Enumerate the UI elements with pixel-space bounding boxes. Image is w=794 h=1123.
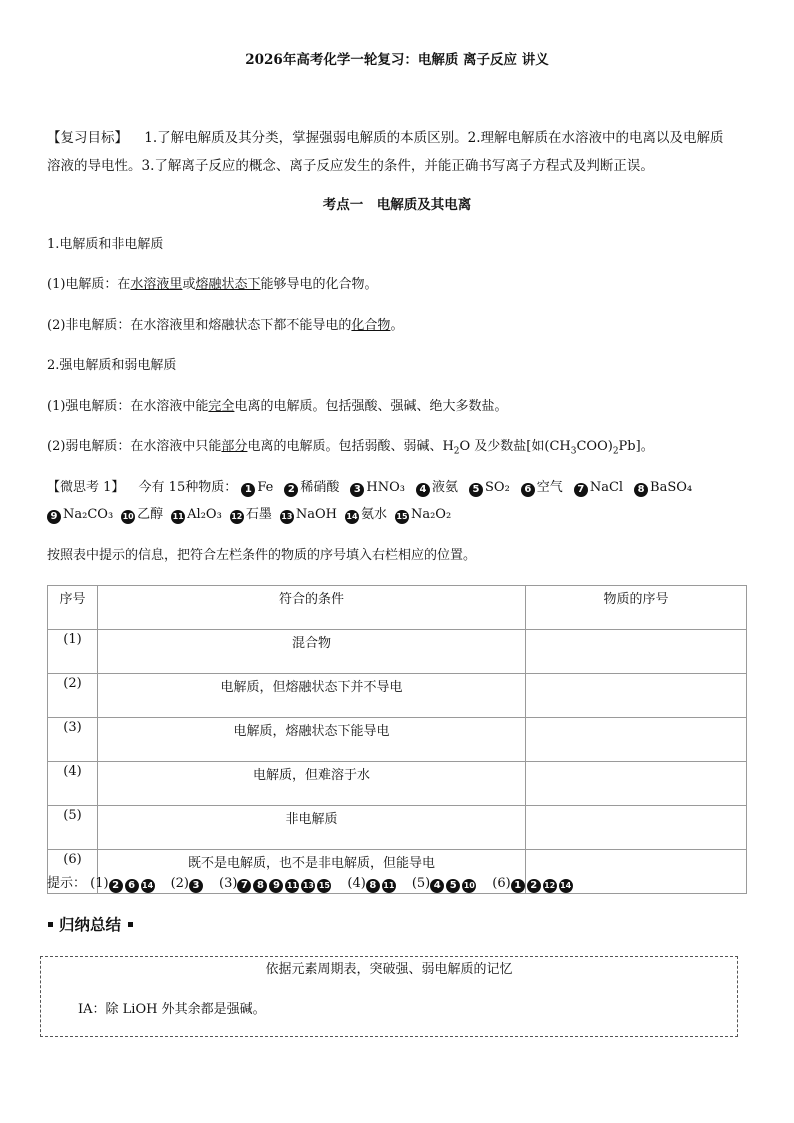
row-answer[interactable] [526,718,747,762]
s1-item1-prefix: (1)电解质：在 [47,277,131,292]
circled-number-icon: 13 [301,879,315,893]
circled-number-icon: 15 [317,879,331,893]
substance-name: 空气 [536,480,563,495]
table-row [48,674,747,718]
circled-number-icon: 12 [230,510,244,524]
summary-heading [48,913,133,935]
hint-tag: (4) [347,876,366,891]
substance-item [345,507,387,522]
objectives-line1: 1.了解电解质及其分类，掌握强弱电解质的本质区别。2.理解电解质在水溶液中的电离以及电解质 [144,130,724,146]
substance-item [634,480,692,495]
s2-item2 [47,437,654,462]
document-title: 2026年高考化学一轮复习：电解质 离子反应 讲义 [245,52,549,68]
s2-item2-sub-3: 3 [570,446,577,457]
row-condition: 电解质，但难溶于水 [98,762,526,806]
substance-list-line2 [47,507,459,522]
circled-number-icon: 1 [241,483,255,497]
substance-name: Na₂O₂ [410,507,452,522]
circled-number-icon: 6 [125,879,139,893]
table-header-row [48,586,747,630]
header-condition: 符合的条件 [98,586,526,630]
substance-name: 石墨 [245,507,272,522]
circled-number-icon: 14 [559,879,573,893]
substance-name: 氨水 [360,507,387,522]
hint-tag: (3) [219,876,238,891]
bullet-square-icon [48,922,53,927]
section-title: 考点一 电解质及其电离 [322,197,472,213]
substance-item [469,480,510,495]
hints-line [47,872,589,893]
hint-group [347,876,397,891]
summary-box-title: 依据元素周期表，突破强、弱电解质的记忆 [265,962,513,977]
row-no: (2) [48,674,98,718]
row-answer[interactable] [526,674,747,718]
row-no: (5) [48,806,98,850]
circled-number-icon: 4 [416,483,430,497]
substance-list-line1 [241,480,703,495]
substance-item [241,480,273,495]
s1-item1 [47,275,377,295]
substance-name: 液氨 [432,480,459,495]
substance-name: 乙醇 [137,507,164,522]
circled-number-icon: 3 [189,879,203,893]
s2-item1-underline: 完全 [208,399,235,414]
bullet-square-icon [128,922,133,927]
s1-item1-suffix: 能够导电的化合物。 [260,277,378,292]
substance-name: Na₂CO₃ [63,507,114,522]
s1-item1-mid: 或 [182,277,196,292]
circled-number-icon: 11 [171,510,185,524]
substance-name: 稀硝酸 [300,480,340,495]
s2-item2-suffix: 电离的电解质。包括弱酸、弱碱、H [247,439,454,454]
micro-think-line1 [47,478,703,498]
s1-item2-underline: 化合物 [351,318,391,333]
hint-tag: (2) [170,876,189,891]
row-no: (4) [48,762,98,806]
s1-item1-underline-2: 熔融状态下 [195,277,261,292]
table-row [48,630,747,674]
s2-item1 [47,397,507,417]
s2-item2-prefix: (2)弱电解质：在水溶液中只能 [47,439,222,454]
hint-group [492,876,574,891]
circled-number-icon: 8 [253,879,267,893]
micro-think-label: 【微思考 1】 [47,480,125,495]
s2-item2-sub-2: 2 [612,446,619,457]
circled-number-icon: 8 [366,879,380,893]
row-no: (6) [48,850,98,894]
s2-item1-suffix: 电离的电解质。包括强酸、强碱、绝大多数盐。 [234,399,508,414]
s2-item1-prefix: (1)强电解质：在水溶液中能 [47,399,209,414]
row-condition: 电解质，但熔融状态下并不导电 [98,674,526,718]
row-answer[interactable] [526,630,747,674]
circled-number-icon: 2 [109,879,123,893]
s2-item2-after: O 及少数盐[如(CH [459,439,571,454]
circled-number-icon: 3 [350,483,364,497]
s2-item2-sub-h2o: 2 [453,446,460,457]
hint-tag: (6) [492,876,511,891]
row-condition: 混合物 [98,630,526,674]
substance-item [230,507,272,522]
objectives-label: 【复习目标】 [47,130,128,146]
review-objectives [47,124,747,180]
circled-number-icon: 11 [382,879,396,893]
micro-think-intro: 今有 15种物质： [138,480,238,495]
circled-number-icon: 14 [345,510,359,524]
row-answer[interactable] [526,762,747,806]
row-no: (3) [48,718,98,762]
hint-group [219,876,333,891]
circled-number-icon: 8 [634,483,648,497]
table-row [48,762,747,806]
circled-number-icon: 12 [543,879,557,893]
substance-name: NaOH [295,507,337,522]
substance-item [521,480,563,495]
circled-number-icon: 15 [395,510,409,524]
summary-box-line: ⅠA：除 LiOH 外其余都是强碱。 [78,1002,266,1017]
s2-item2-end: Pb]。 [618,439,654,454]
circled-number-icon: 6 [521,483,535,497]
row-condition: 非电解质 [98,806,526,850]
substance-item [171,507,222,522]
substance-item [47,507,113,522]
substance-item [416,480,458,495]
substance-item [121,507,163,522]
circled-number-icon: 2 [284,483,298,497]
circled-number-icon: 5 [446,879,460,893]
circled-number-icon: 7 [237,879,251,893]
hint-tag: (1) [90,876,109,891]
s1-item2-prefix: (2)非电解质：在水溶液里和熔融状态下都不能导电的 [47,318,352,333]
substance-name: NaCl [589,480,624,495]
row-condition: 电解质，熔融状态下能导电 [98,718,526,762]
circled-number-icon: 10 [121,510,135,524]
substance-item [280,507,337,522]
header-substance-no: 物质的序号 [526,586,747,630]
s2-item2-after2: COO) [576,439,613,454]
substance-name: BaSO₄ [650,480,693,495]
s2-heading: 2.强电解质和弱电解质 [47,358,177,373]
table-row [48,718,747,762]
row-answer[interactable] [526,806,747,850]
substance-item [395,507,451,522]
summary-heading-text: 归纳总结 [59,916,122,934]
s1-item2 [47,316,403,336]
substance-name: SO₂ [485,480,510,495]
circled-number-icon: 9 [269,879,283,893]
substance-item [574,480,623,495]
header-no: 序号 [48,586,98,630]
substance-item [284,480,339,495]
row-no: (1) [48,630,98,674]
substance-name: Al₂O₃ [187,507,222,522]
hint-group [412,876,478,891]
s1-heading: 1.电解质和非电解质 [47,237,164,252]
micro-instruction: 按照表中提示的信息，把符合左栏条件的物质的序号填入右栏相应的位置。 [47,548,477,563]
row-condition: 既不是电解质，也不是非电解质，但能导电 [98,850,526,894]
micro-think-line2 [47,505,459,525]
table-row [48,806,747,850]
s1-item1-underline-1: 水溶液里 [130,277,183,292]
circled-number-icon: 1 [511,879,525,893]
hints-label: 提示： [47,876,87,891]
hint-tag: (5) [411,876,431,891]
circled-number-icon: 14 [141,879,155,893]
substance-name: HNO₃ [366,480,405,495]
circled-number-icon: 9 [47,510,61,524]
objectives-line2: 溶液的导电性。3.了解离子反应的概念、离子反应发生的条件，并能正确书写离子方程式及判断正误。 [47,158,654,174]
conditions-table [47,585,747,894]
circled-number-icon: 7 [574,483,588,497]
circled-number-icon: 5 [469,483,483,497]
circled-number-icon: 4 [430,879,444,893]
circled-number-icon: 13 [280,510,294,524]
s1-item2-suffix: 。 [390,318,404,333]
circled-number-icon: 10 [462,879,476,893]
substance-name: Fe [257,480,274,495]
circled-number-icon: 11 [285,879,299,893]
circled-number-icon: 2 [527,879,541,893]
hint-group [171,876,205,891]
hint-group [90,876,156,891]
s2-item2-underline: 部分 [221,439,248,454]
substance-item [350,480,405,495]
